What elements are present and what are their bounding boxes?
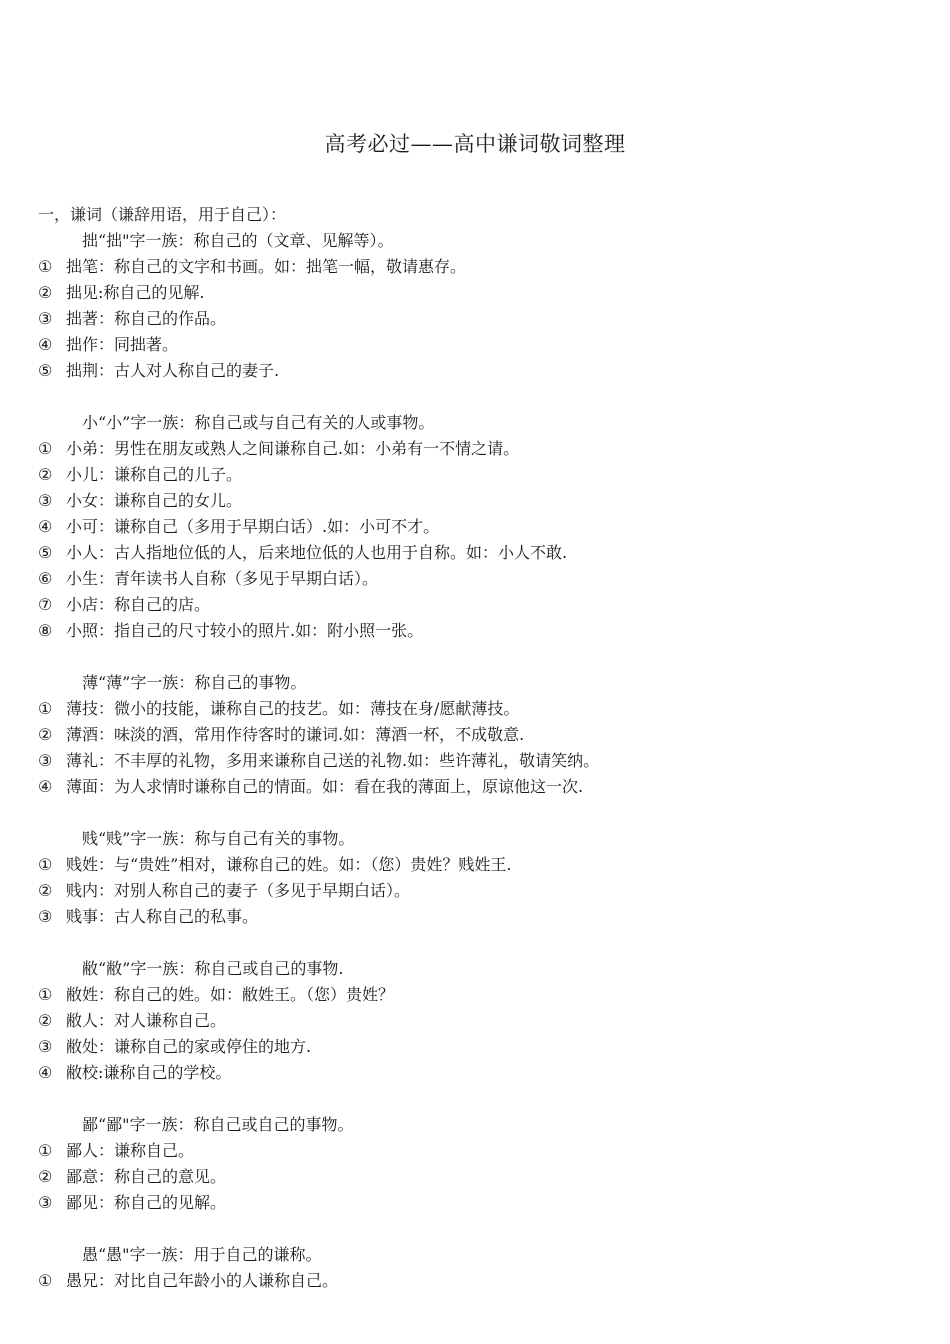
item-number: ③ <box>38 1037 53 1056</box>
list-item <box>38 358 918 384</box>
item-number: ⑤ <box>38 361 53 380</box>
item-text: 贱姓：与“贵姓”相对，谦称自己的姓。如：（您）贵姓？贱姓王. <box>66 855 512 874</box>
item-number: ③ <box>38 1193 53 1212</box>
item-text: 薄技：微小的技能，谦称自己的技艺。如：薄技在身/愿献薄技。 <box>66 699 520 718</box>
group-heading: 敝“敝”字一族：称自己或自己的事物. <box>82 959 344 978</box>
list-item <box>38 514 918 540</box>
item-text: 敝姓：称自己的姓。如：敝姓王。（您）贵姓？ <box>66 985 395 1004</box>
item-number: ② <box>38 1167 53 1186</box>
list-item <box>38 462 918 488</box>
word-group <box>38 1242 918 1294</box>
item-text: 敝人：对人谦称自己。 <box>66 1011 227 1030</box>
item-text: 小照：指自己的尺寸较小的照片.如：附小照一张。 <box>66 621 424 640</box>
item-number: ④ <box>38 517 53 536</box>
item-number: ② <box>38 465 53 484</box>
item-text: 贱内：对别人称自己的妻子（多见于早期白话）。 <box>66 881 411 900</box>
item-number: ⑤ <box>38 543 53 562</box>
item-text: 愚兄：对比自己年龄小的人谦称自己。 <box>66 1271 339 1290</box>
list-item <box>38 852 918 878</box>
group-heading: 薄“薄”字一族：称自己的事物。 <box>82 673 307 692</box>
list-item <box>38 878 918 904</box>
list-item <box>38 1034 918 1060</box>
list-item <box>38 332 918 358</box>
item-text: 敝处：谦称自己的家或停住的地方. <box>66 1037 312 1056</box>
item-text: 拙荆：古人对人称自己的妻子. <box>66 361 280 380</box>
item-text: 贱事：古人称自己的私事。 <box>66 907 259 926</box>
item-number: ① <box>38 855 53 874</box>
list-item <box>38 982 918 1008</box>
item-text: 小店：称自己的店。 <box>66 595 211 614</box>
list-item <box>38 540 918 566</box>
item-text: 薄酒：味淡的酒，常用作待客时的谦词.如：薄酒一杯，不成敬意. <box>66 725 525 744</box>
list-item <box>38 280 918 306</box>
list-item <box>38 566 918 592</box>
item-number: ⑦ <box>38 595 53 614</box>
item-number: ④ <box>38 777 53 796</box>
item-number: ① <box>38 1141 53 1160</box>
list-item <box>38 904 918 930</box>
item-number: ① <box>38 699 53 718</box>
list-item <box>38 592 918 618</box>
item-number: ④ <box>38 1063 53 1082</box>
list-item <box>38 436 918 462</box>
item-number: ③ <box>38 491 53 510</box>
word-group <box>38 410 918 644</box>
item-text: 小人：古人指地位低的人，后来地位低的人也用于自称。如：小人不敢. <box>66 543 568 562</box>
list-item <box>38 488 918 514</box>
list-item <box>38 774 918 800</box>
item-text: 敝校:谦称自己的学校。 <box>66 1063 232 1082</box>
list-item <box>38 722 918 748</box>
list-item <box>38 1190 918 1216</box>
item-number: ① <box>38 439 53 458</box>
item-text: 拙笔：称自己的文字和书画。如：拙笔一幅，敬请惠存。 <box>66 257 467 276</box>
item-text: 拙著：称自己的作品。 <box>66 309 227 328</box>
word-group <box>38 228 918 384</box>
group-heading: 鄙“鄙"字一族：称自己或自己的事物。 <box>82 1115 354 1134</box>
item-text: 小可：谦称自己（多用于早期白话）.如：小可不才。 <box>66 517 440 536</box>
word-group <box>38 956 918 1086</box>
list-item <box>38 748 918 774</box>
group-heading: 小“小”字一族：称自己或与自己有关的人或事物。 <box>82 413 435 432</box>
list-item <box>38 1060 918 1086</box>
item-number: ③ <box>38 309 53 328</box>
list-item <box>38 1268 918 1294</box>
item-number: ① <box>38 1271 53 1290</box>
item-number: ④ <box>38 335 53 354</box>
list-item <box>38 1138 918 1164</box>
item-number: ② <box>38 283 53 302</box>
list-item <box>38 1164 918 1190</box>
item-text: 小儿：谦称自己的儿子。 <box>66 465 243 484</box>
item-text: 薄礼：不丰厚的礼物，多用来谦称自己送的礼物.如：些许薄礼，敬请笑纳。 <box>66 751 600 770</box>
section-heading: 一，谦词（谦辞用语，用于自己）： <box>38 205 287 224</box>
item-number: ① <box>38 257 53 276</box>
item-number: ① <box>38 985 53 1004</box>
group-heading: 愚“愚"字一族：用于自己的谦称。 <box>82 1245 322 1264</box>
item-text: 鄙人：谦称自己。 <box>66 1141 195 1160</box>
group-heading: 拙“拙"字一族：称自己的（文章、见解等）。 <box>82 231 394 250</box>
item-text: 拙作：同拙著。 <box>66 335 179 354</box>
item-text: 鄙意：称自己的意见。 <box>66 1167 227 1186</box>
item-number: ② <box>38 1011 53 1030</box>
word-groups <box>38 228 918 1320</box>
item-number: ② <box>38 725 53 744</box>
item-number: ③ <box>38 907 53 926</box>
word-group <box>38 670 918 800</box>
item-number: ② <box>38 881 53 900</box>
item-text: 拙见:称自己的见解. <box>66 283 205 302</box>
word-group <box>38 826 918 930</box>
item-number: ⑧ <box>38 621 53 640</box>
item-text: 薄面：为人求情时谦称自己的情面。如：看在我的薄面上，原谅他这一次. <box>66 777 584 796</box>
item-text: 鄙见：称自己的见解。 <box>66 1193 227 1212</box>
group-heading: 贱“贱”字一族：称与自己有关的事物。 <box>82 829 355 848</box>
item-number: ③ <box>38 751 53 770</box>
list-item <box>38 696 918 722</box>
item-number: ⑥ <box>38 569 53 588</box>
item-text: 小女：谦称自己的女儿。 <box>66 491 243 510</box>
item-text: 小弟：男性在朋友或熟人之间谦称自己.如：小弟有一不情之请。 <box>66 439 520 458</box>
item-text: 小生：青年读书人自称（多见于早期白话）。 <box>66 569 379 588</box>
list-item <box>38 306 918 332</box>
list-item <box>38 254 918 280</box>
list-item <box>38 1008 918 1034</box>
word-group <box>38 1112 918 1216</box>
page-title: 高考必过——高中谦词敬词整理 <box>324 132 626 156</box>
list-item <box>38 618 918 644</box>
